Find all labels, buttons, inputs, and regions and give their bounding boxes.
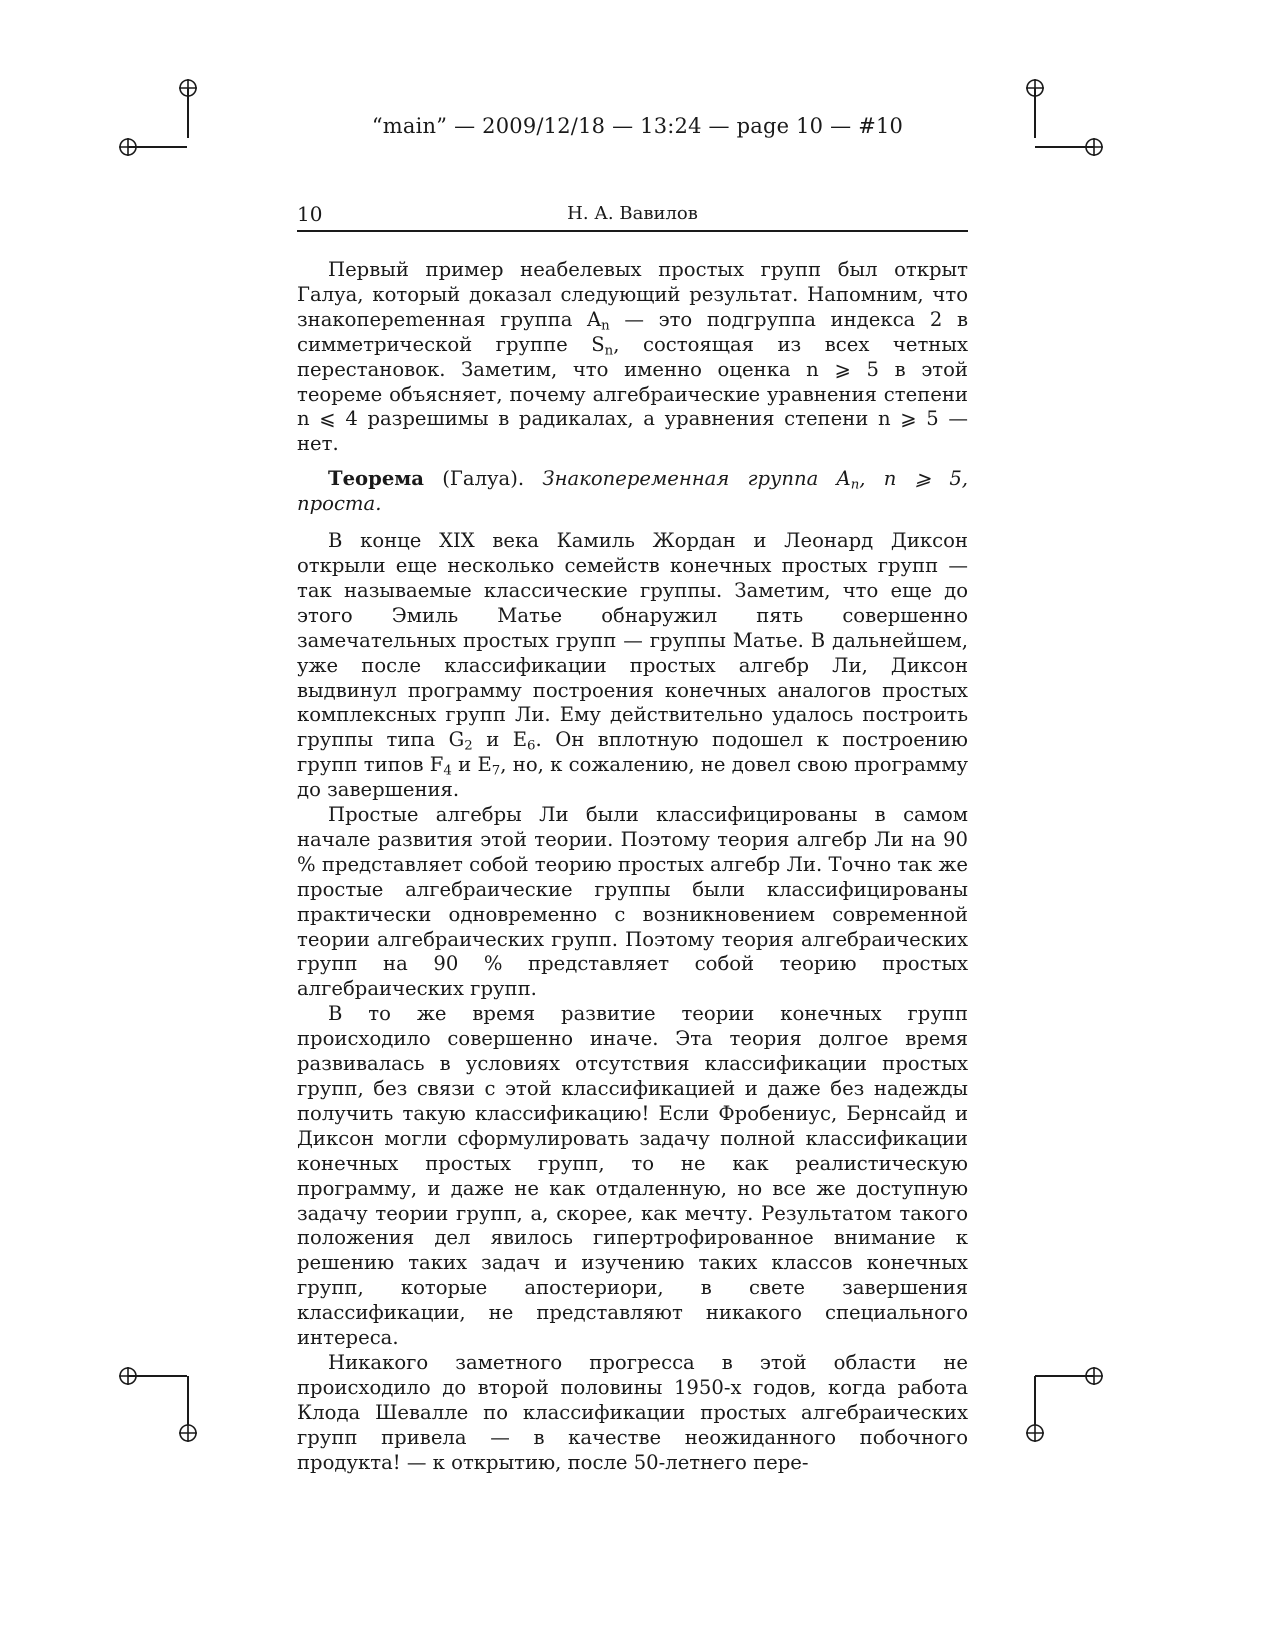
running-header (297, 202, 968, 232)
crop-line (1035, 1375, 1094, 1377)
page-number: 10 (297, 202, 323, 226)
paragraph: Простые алгебры Ли были классифицированы в самом начале развития этой теории. Поэтому теория алгебр Ли на 90 % представляет собой теорию простых алгебр Ли. Точно так же простые алгебраические группы были классифицированы практически одновременно с возникновением современной теории алгебраических групп. Поэтому теория алгебраических групп на 90 % представляет собой теорию простых алгебраических групп. (297, 803, 968, 1001)
registration-mark-icon (179, 1424, 197, 1442)
running-head-author: Н. А. Вавилов (567, 203, 698, 224)
crop-line (1034, 1376, 1036, 1425)
registration-mark-icon (1026, 1424, 1044, 1442)
print-slug: “main” — 2009/12/18 — 13:24 — page 10 — #10 (371, 114, 904, 138)
paragraph: Никакого заметного прогресса в этой области не происходило до второй половины 1950-х годов, когда работа Клода Шевалле по классификации простых алгебраических групп привела — в качестве неожиданного побочного продукта! — к открытию, после 50-летнего пере- (297, 1350, 968, 1474)
paragraph: В конце XIX века Камиль Жордан и Леонард Диксон открыли еще несколько семейств конечных простых групп — так называемые классические группы. Заметим, что еще до этого Эмиль Матье обнаружил пять совершенно замечательных простых групп — группы Матье. В дальнейшем, уже после классификации простых алгебр Ли, Диксон выдвинул программу построения конечных аналогов простых комплексных групп Ли. Ему действительно удалось построить группы типа $G_2$ и $E_6$. Он вплотную подошел к построению групп типов $F_4$ и $E_7$, но, к сожалению, не довел свою программу до завершения. (297, 529, 968, 802)
crop-line (187, 1376, 189, 1425)
theorem-statement: Знакопеременная группа $A_n$, n ⩾ 5, проста. (297, 467, 969, 516)
crop-line (128, 146, 187, 148)
crop-line (128, 1375, 187, 1377)
theorem (297, 467, 968, 517)
theorem-label: Теорема (328, 467, 424, 491)
theorem-attribution: (Галуа). (442, 467, 525, 491)
crop-line (1035, 146, 1094, 148)
paragraph: Первый пример неабелевых простых групп был открыт Галуа, который доказал следующий результат. Напомним, что знакопереmенная группа $A_n$ — это подгруппа индекса 2 в симметрической группе $S_n$, состоящая из всех четных перестановок. Заметим, что именно оценка n ⩾ 5 в этой теореме объясняет, почему алгебраические уравнения степени n ⩽ 4 разрешимы в радикалах, а уравнения степени n ⩾ 5 — нет. (297, 258, 969, 456)
paragraph: В то же время развитие теории конечных групп происходило совершенно иначе. Эта теория долгое время развивалась в условиях отсутствия классификации простых групп, без связи с этой классификацией и даже без надежды получить такую классификацию! Если Фробениус, Бернсайд и Диксон могли сформулировать задачу полной классификации конечных простых групп, то не как реалистическую программу, и даже не как отдаленную, но все же доступную задачу теории групп, а, скорее, как мечту. Результатом такого положения дел явилось гипертрофированное внимание к решению таких задач и изучению таких классов конечных групп, которые апостериори, в свете завершения классификации, не представляют никакого специального интереса. (297, 1002, 968, 1350)
body-text (297, 258, 968, 1476)
